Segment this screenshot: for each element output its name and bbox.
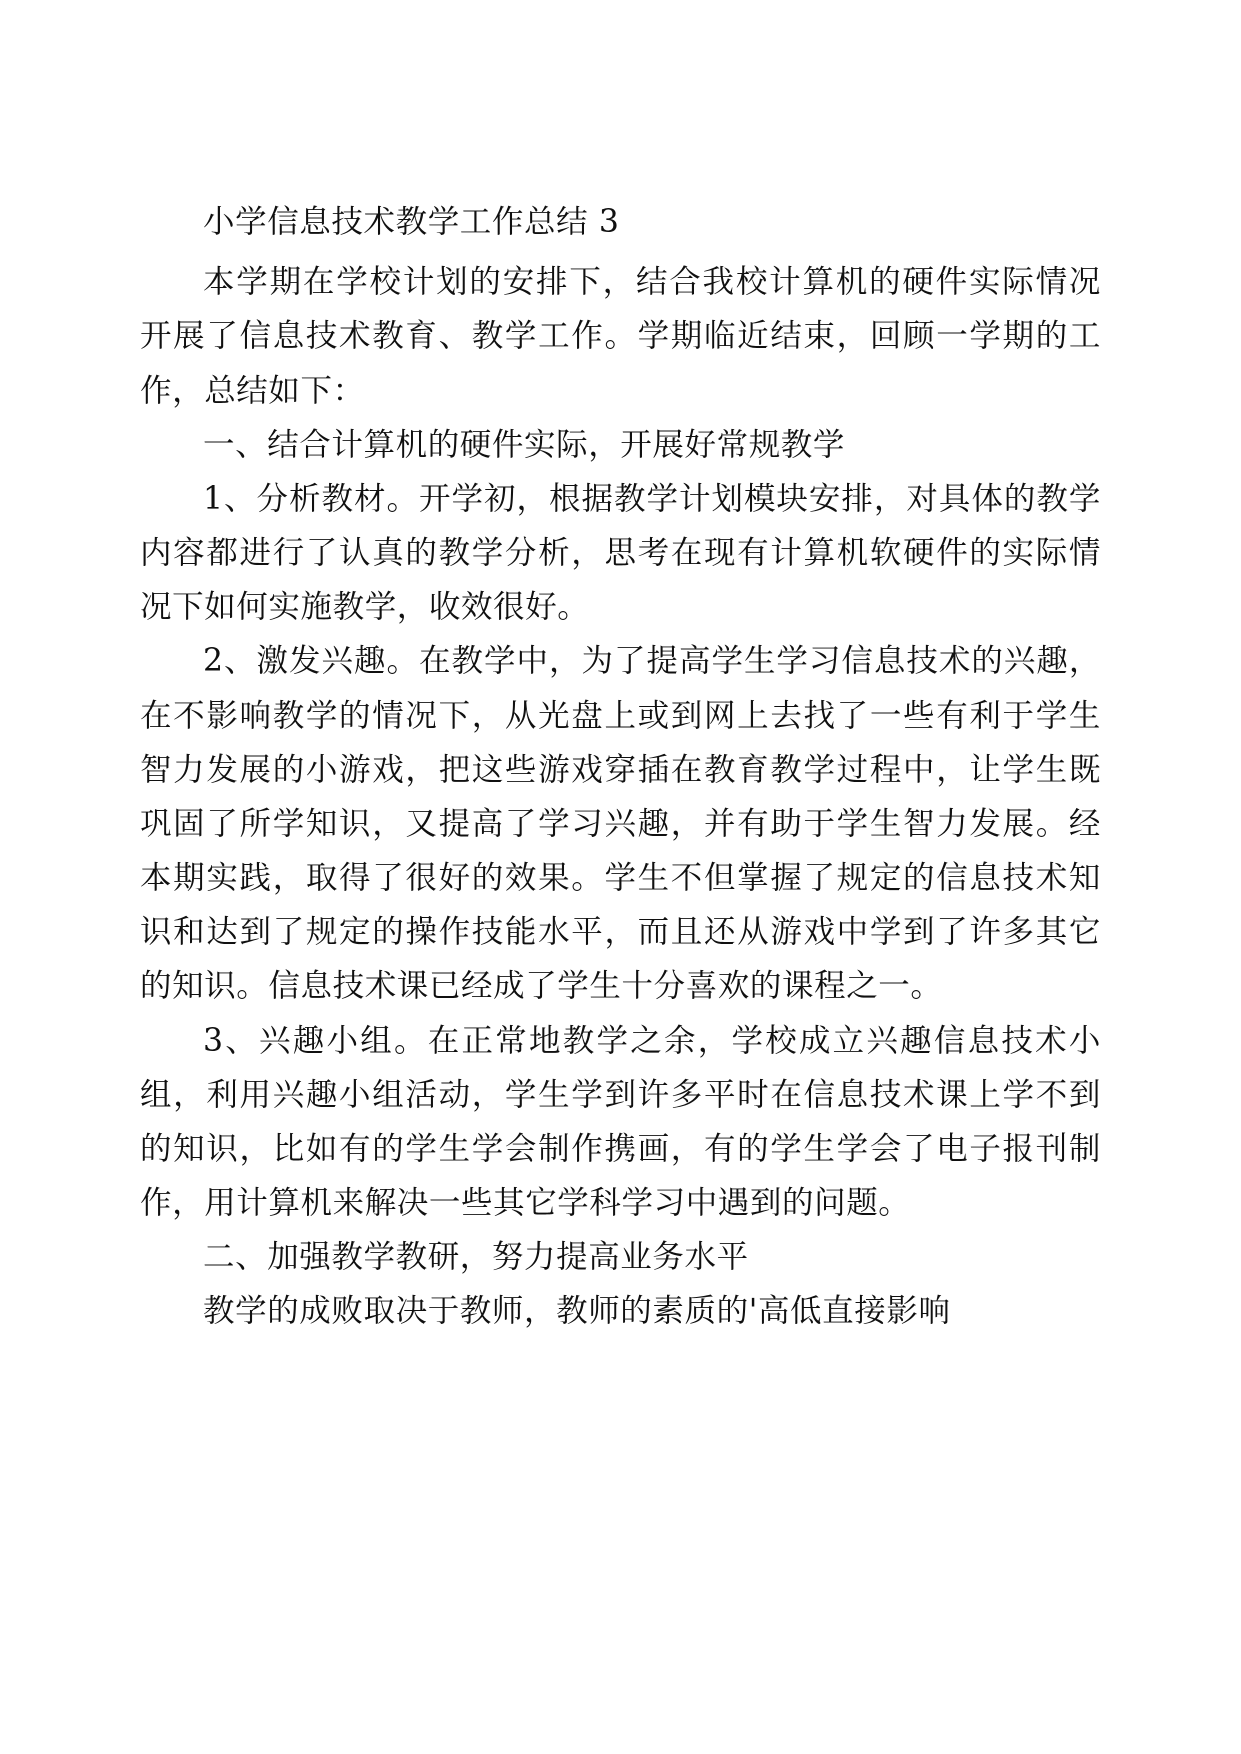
paragraph-5: 3、兴趣小组。在正常地教学之余，学校成立兴趣信息技术小组，利用兴趣小组活动，学生学到许多平时在信息技术课上学不到的知识，比如有的学生学会制作携画，有的学生学会了电子报刊制作，用计算机来解决一些其它学科学习中遇到的问题。 (140, 1022, 1101, 1222)
paragraph-3: 1、分析教材。开学初，根据教学计划模块安排，对具体的教学内容都进行了认真的教学分析，思考在现有计算机软硬件的实际情况下如何实施教学，收效很好。 (140, 480, 1101, 626)
page-title: 小学信息技术教学工作总结 3 (203, 204, 620, 240)
document-body (140, 255, 1101, 1338)
paragraph-7: 教学的成败取决于教师，教师的素质的'高低直接影响 (203, 1293, 951, 1330)
paragraph-2: 一、结合计算机的硬件实际，开展好常规教学 (203, 426, 846, 463)
paragraph-1: 本学期在学校计划的安排下，结合我校计算机的硬件实际情况开展了信息技术教育、教学工作。学期临近结束，回顾一学期的工作，总结如下： (140, 264, 1101, 409)
paragraph-4: 2、激发兴趣。在教学中，为了提高学生学习信息技术的兴趣，在不影响教学的情况下，从光盘上或到网上去找了一些有利于学生智力发展的小游戏，把这些游戏穿插在教育教学过程中，让学生既巩固了所学知识，又提高了学习兴趣，并有助于学生智力发展。经本期实践，取得了很好的效果。学生不但掌握了规定的信息技术知识和达到了规定的操作技能水平，而且还从游戏中学到了许多其它的知识。信息技术课已经成了学生十分喜欢的课程之一。 (140, 643, 1101, 1005)
paragraph-6: 二、加强教学教研，努力提高业务水平 (203, 1239, 749, 1276)
